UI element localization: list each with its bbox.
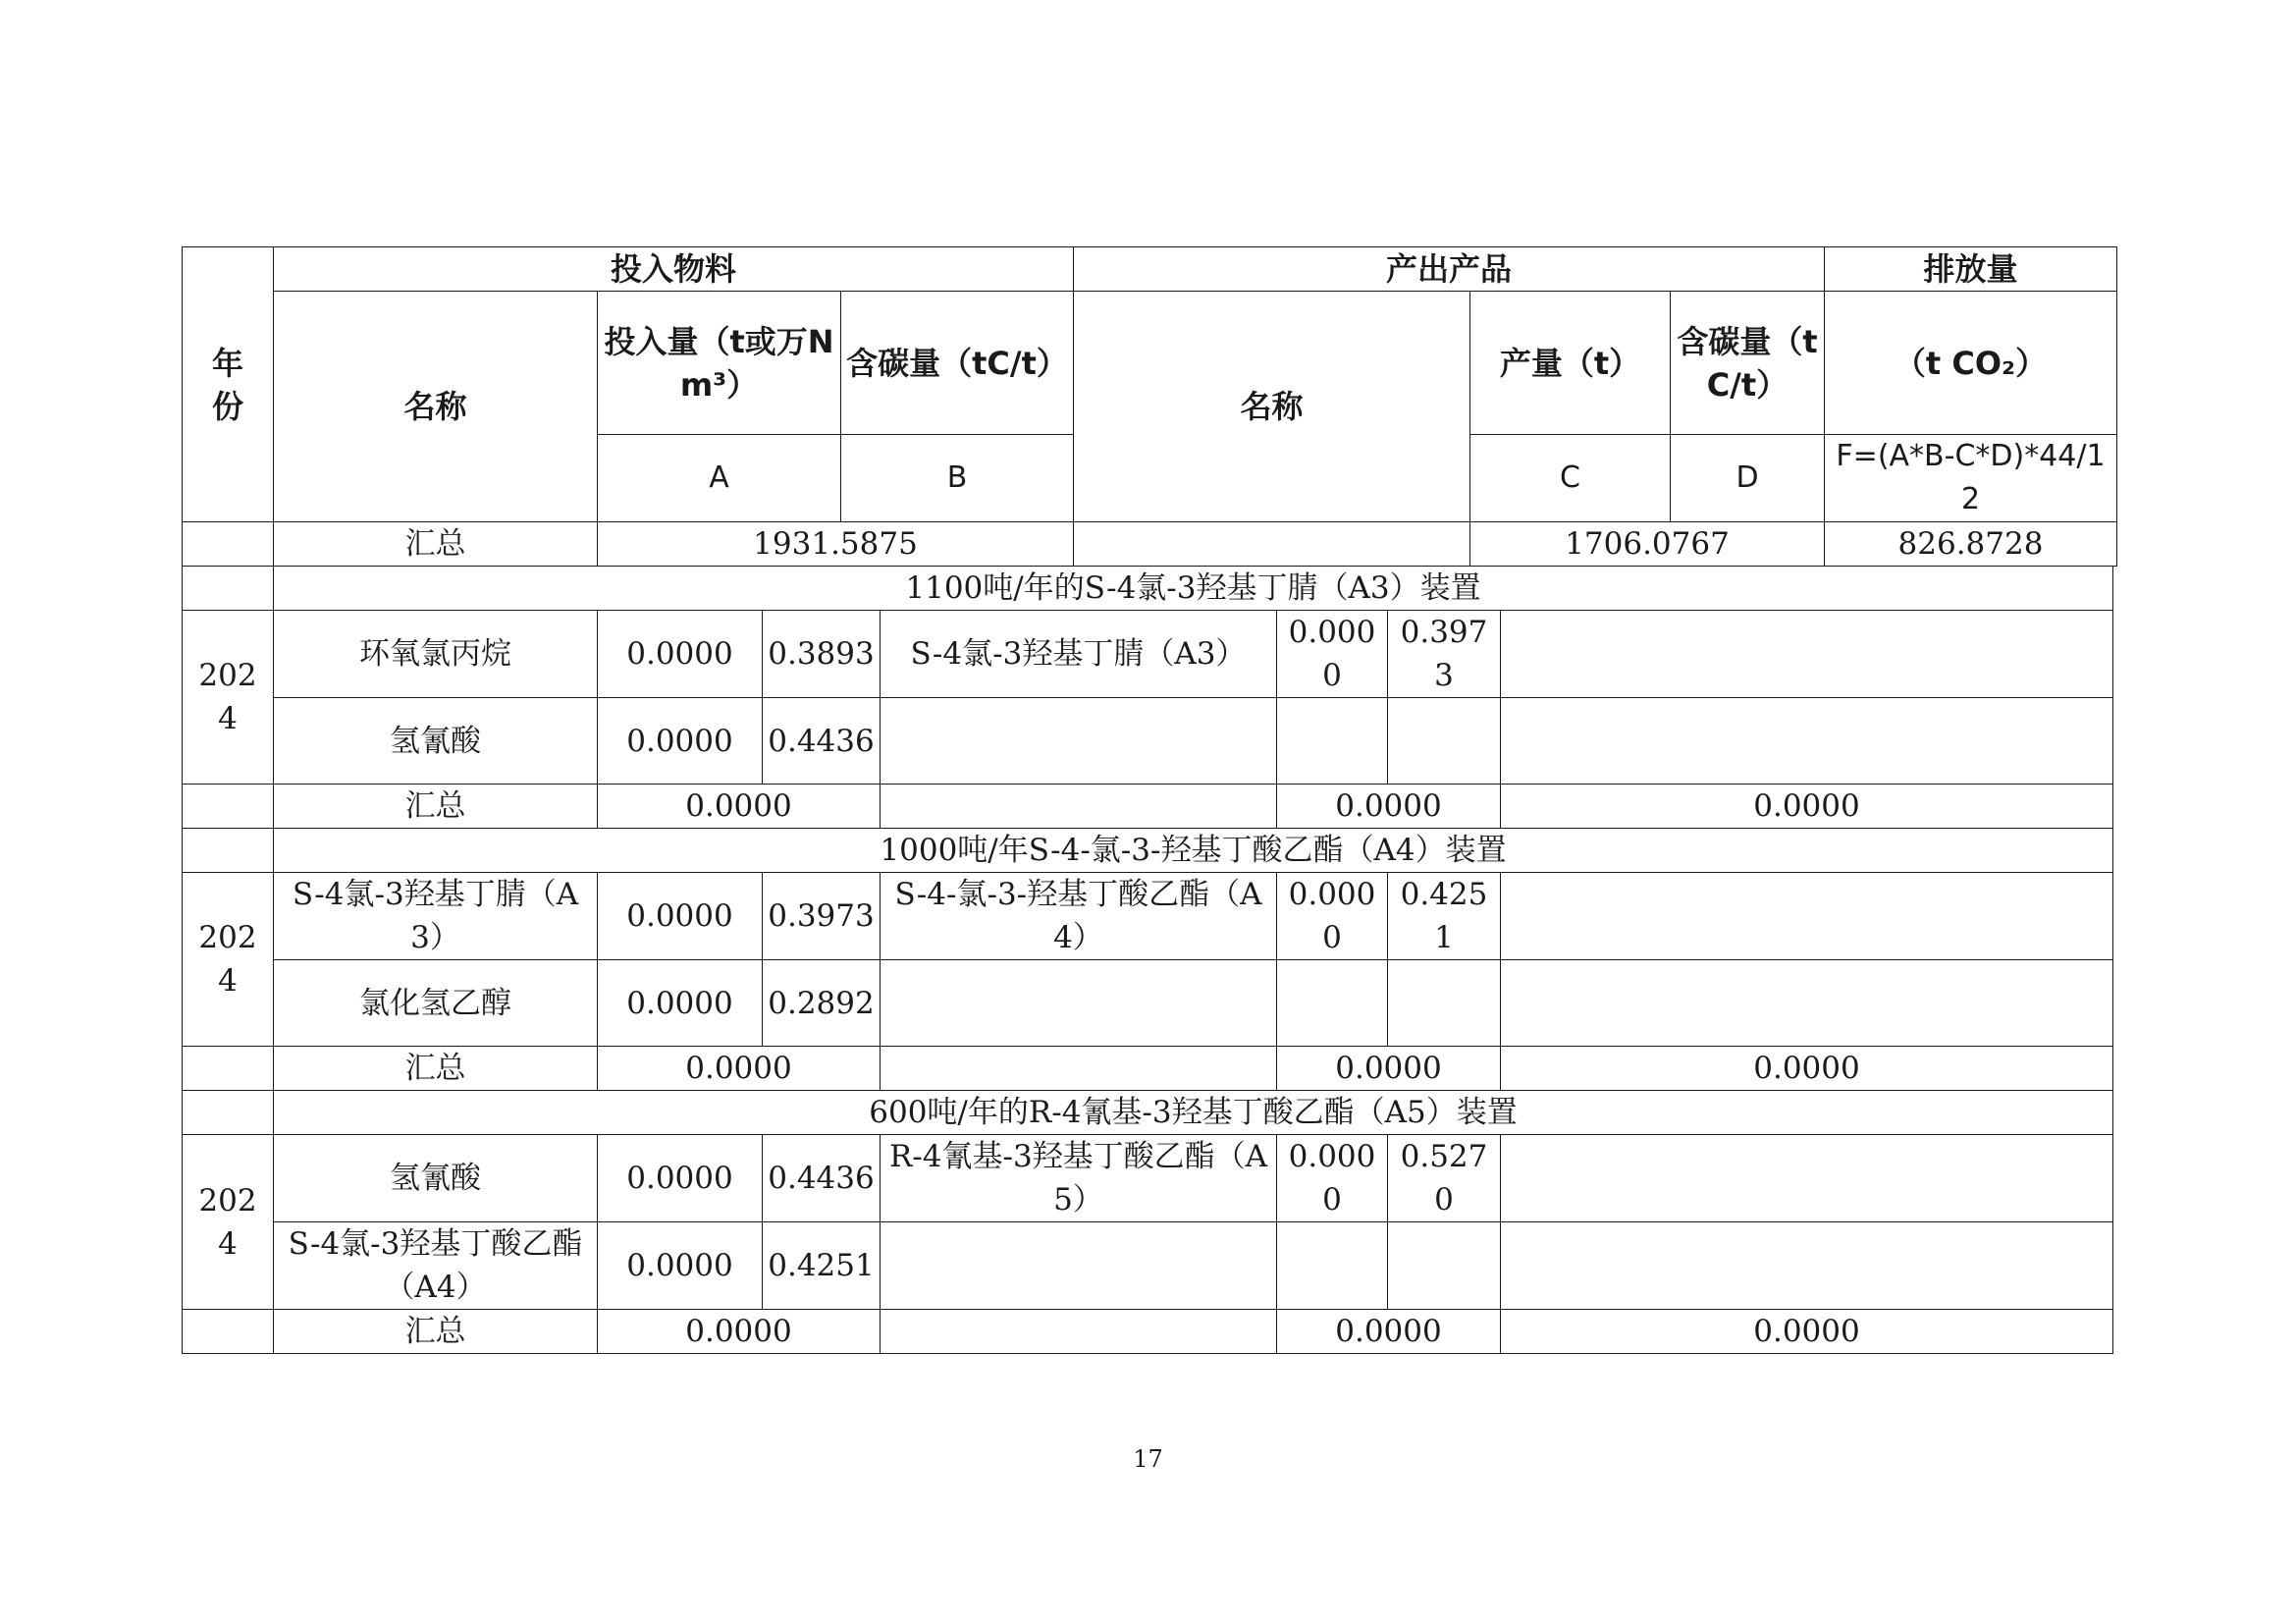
input-carbon: 0.3893 — [763, 611, 881, 698]
input-total-value: 1931.5875 — [598, 522, 1074, 567]
input-amount-header: 投入量（t或万Nm³） — [598, 292, 841, 435]
input-amount: 0.0000 — [598, 1222, 763, 1310]
code-c: C — [1470, 435, 1671, 522]
emission-total-value: 826.8728 — [1825, 522, 2117, 567]
emission-cell — [1501, 960, 2113, 1047]
output-total-value: 1706.0767 — [1470, 522, 1825, 567]
output-carbon — [1388, 1222, 1501, 1310]
input-material-name: S-4氯-3羟基丁腈（A3） — [274, 873, 598, 960]
emission-cell — [1501, 873, 2113, 960]
output-amount: 0.0000 — [1277, 611, 1388, 698]
input-material-name: 氯化氢乙醇 — [274, 960, 598, 1047]
section-title: 1000吨/年S-4-氯-3-羟基丁酸乙酯（A4）装置 — [274, 829, 2113, 873]
emission-unit-header: （t CO₂） — [1825, 292, 2117, 435]
process-sections-table — [182, 566, 2113, 1354]
subtotal-year-cell — [183, 1310, 274, 1354]
input-materials-header: 投入物料 — [274, 247, 1074, 292]
input-material-name: S-4氯-3羟基丁酸乙酯（A4） — [274, 1222, 598, 1310]
output-amount-header: 产量（t） — [1470, 292, 1671, 435]
output-amount — [1277, 1222, 1388, 1310]
subtotal-label: 汇总 — [274, 785, 598, 829]
emission-cell — [1501, 1222, 2113, 1310]
code-b: B — [841, 435, 1074, 522]
input-amount: 0.0000 — [598, 1135, 763, 1222]
subtotal-year-cell — [183, 785, 274, 829]
section-year: 2024 — [183, 1135, 274, 1310]
emission-cell — [1501, 1135, 2113, 1222]
subtotal-label: 汇总 — [274, 1310, 598, 1354]
output-amount — [1277, 698, 1388, 785]
input-amount: 0.0000 — [598, 873, 763, 960]
output-product-name: R-4氰基-3羟基丁酸乙酯（A5） — [881, 1135, 1277, 1222]
input-carbon: 0.4436 — [763, 1135, 881, 1222]
output-name-header: 名称 — [1074, 292, 1470, 522]
output-carbon: 0.4251 — [1388, 873, 1501, 960]
section-title-year-cell — [183, 567, 274, 611]
output-product-name — [881, 1222, 1277, 1310]
output-product-name: S-4-氯-3-羟基丁酸乙酯（A4） — [881, 873, 1277, 960]
output-product-name — [881, 698, 1277, 785]
emission-formula: F=(A*B-C*D)*44/12 — [1825, 435, 2117, 522]
output-carbon: 0.3973 — [1388, 611, 1501, 698]
input-material-name: 氢氰酸 — [274, 1135, 598, 1222]
subtotal-year-cell — [183, 1047, 274, 1091]
input-carbon: 0.2892 — [763, 960, 881, 1047]
output-amount — [1277, 960, 1388, 1047]
page-number: 17 — [1133, 1445, 1163, 1473]
output-carbon — [1388, 960, 1501, 1047]
subtotal-emission: 0.0000 — [1501, 1047, 2113, 1091]
total-year-cell — [183, 522, 274, 567]
output-carbon: 0.5270 — [1388, 1135, 1501, 1222]
input-material-name: 氢氰酸 — [274, 698, 598, 785]
output-product-name — [881, 960, 1277, 1047]
input-amount: 0.0000 — [598, 960, 763, 1047]
subtotal-input: 0.0000 — [598, 1310, 881, 1354]
output-amount: 0.0000 — [1277, 873, 1388, 960]
output-product-name: S-4氯-3羟基丁腈（A3） — [881, 611, 1277, 698]
section-title-year-cell — [183, 829, 274, 873]
subtotal-input: 0.0000 — [598, 785, 881, 829]
section-title: 1100吨/年的S-4氯-3羟基丁腈（A3）装置 — [274, 567, 2113, 611]
section-title: 600吨/年的R-4氰基-3羟基丁酸乙酯（A5）装置 — [274, 1091, 2113, 1135]
summary-header-table — [182, 246, 2117, 567]
subtotal-emission: 0.0000 — [1501, 1310, 2113, 1354]
subtotal-output: 0.0000 — [1277, 785, 1501, 829]
section-year: 2024 — [183, 873, 274, 1047]
input-carbon: 0.4436 — [763, 698, 881, 785]
input-carbon-header: 含碳量（tC/t） — [841, 292, 1074, 435]
year-header: 年份 — [183, 247, 274, 522]
output-products-header: 产出产品 — [1074, 247, 1825, 292]
emissions-header: 排放量 — [1825, 247, 2117, 292]
subtotal-output-name-cell — [881, 1310, 1277, 1354]
subtotal-label: 汇总 — [274, 1047, 598, 1091]
output-carbon — [1388, 698, 1501, 785]
emission-cell — [1501, 611, 2113, 698]
input-carbon: 0.4251 — [763, 1222, 881, 1310]
input-carbon: 0.3973 — [763, 873, 881, 960]
total-label: 汇总 — [274, 522, 598, 567]
subtotal-input: 0.0000 — [598, 1047, 881, 1091]
output-carbon-header: 含碳量（tC/t） — [1671, 292, 1825, 435]
code-a: A — [598, 435, 841, 522]
input-amount: 0.0000 — [598, 611, 763, 698]
input-amount: 0.0000 — [598, 698, 763, 785]
subtotal-output: 0.0000 — [1277, 1310, 1501, 1354]
subtotal-emission: 0.0000 — [1501, 785, 2113, 829]
section-year: 2024 — [183, 611, 274, 785]
subtotal-output-name-cell — [881, 785, 1277, 829]
subtotal-output-name-cell — [881, 1047, 1277, 1091]
input-name-header: 名称 — [274, 292, 598, 522]
code-d: D — [1671, 435, 1825, 522]
output-amount: 0.0000 — [1277, 1135, 1388, 1222]
subtotal-output: 0.0000 — [1277, 1047, 1501, 1091]
input-material-name: 环氧氯丙烷 — [274, 611, 598, 698]
section-title-year-cell — [183, 1091, 274, 1135]
emission-cell — [1501, 698, 2113, 785]
total-output-name-cell — [1074, 522, 1470, 567]
